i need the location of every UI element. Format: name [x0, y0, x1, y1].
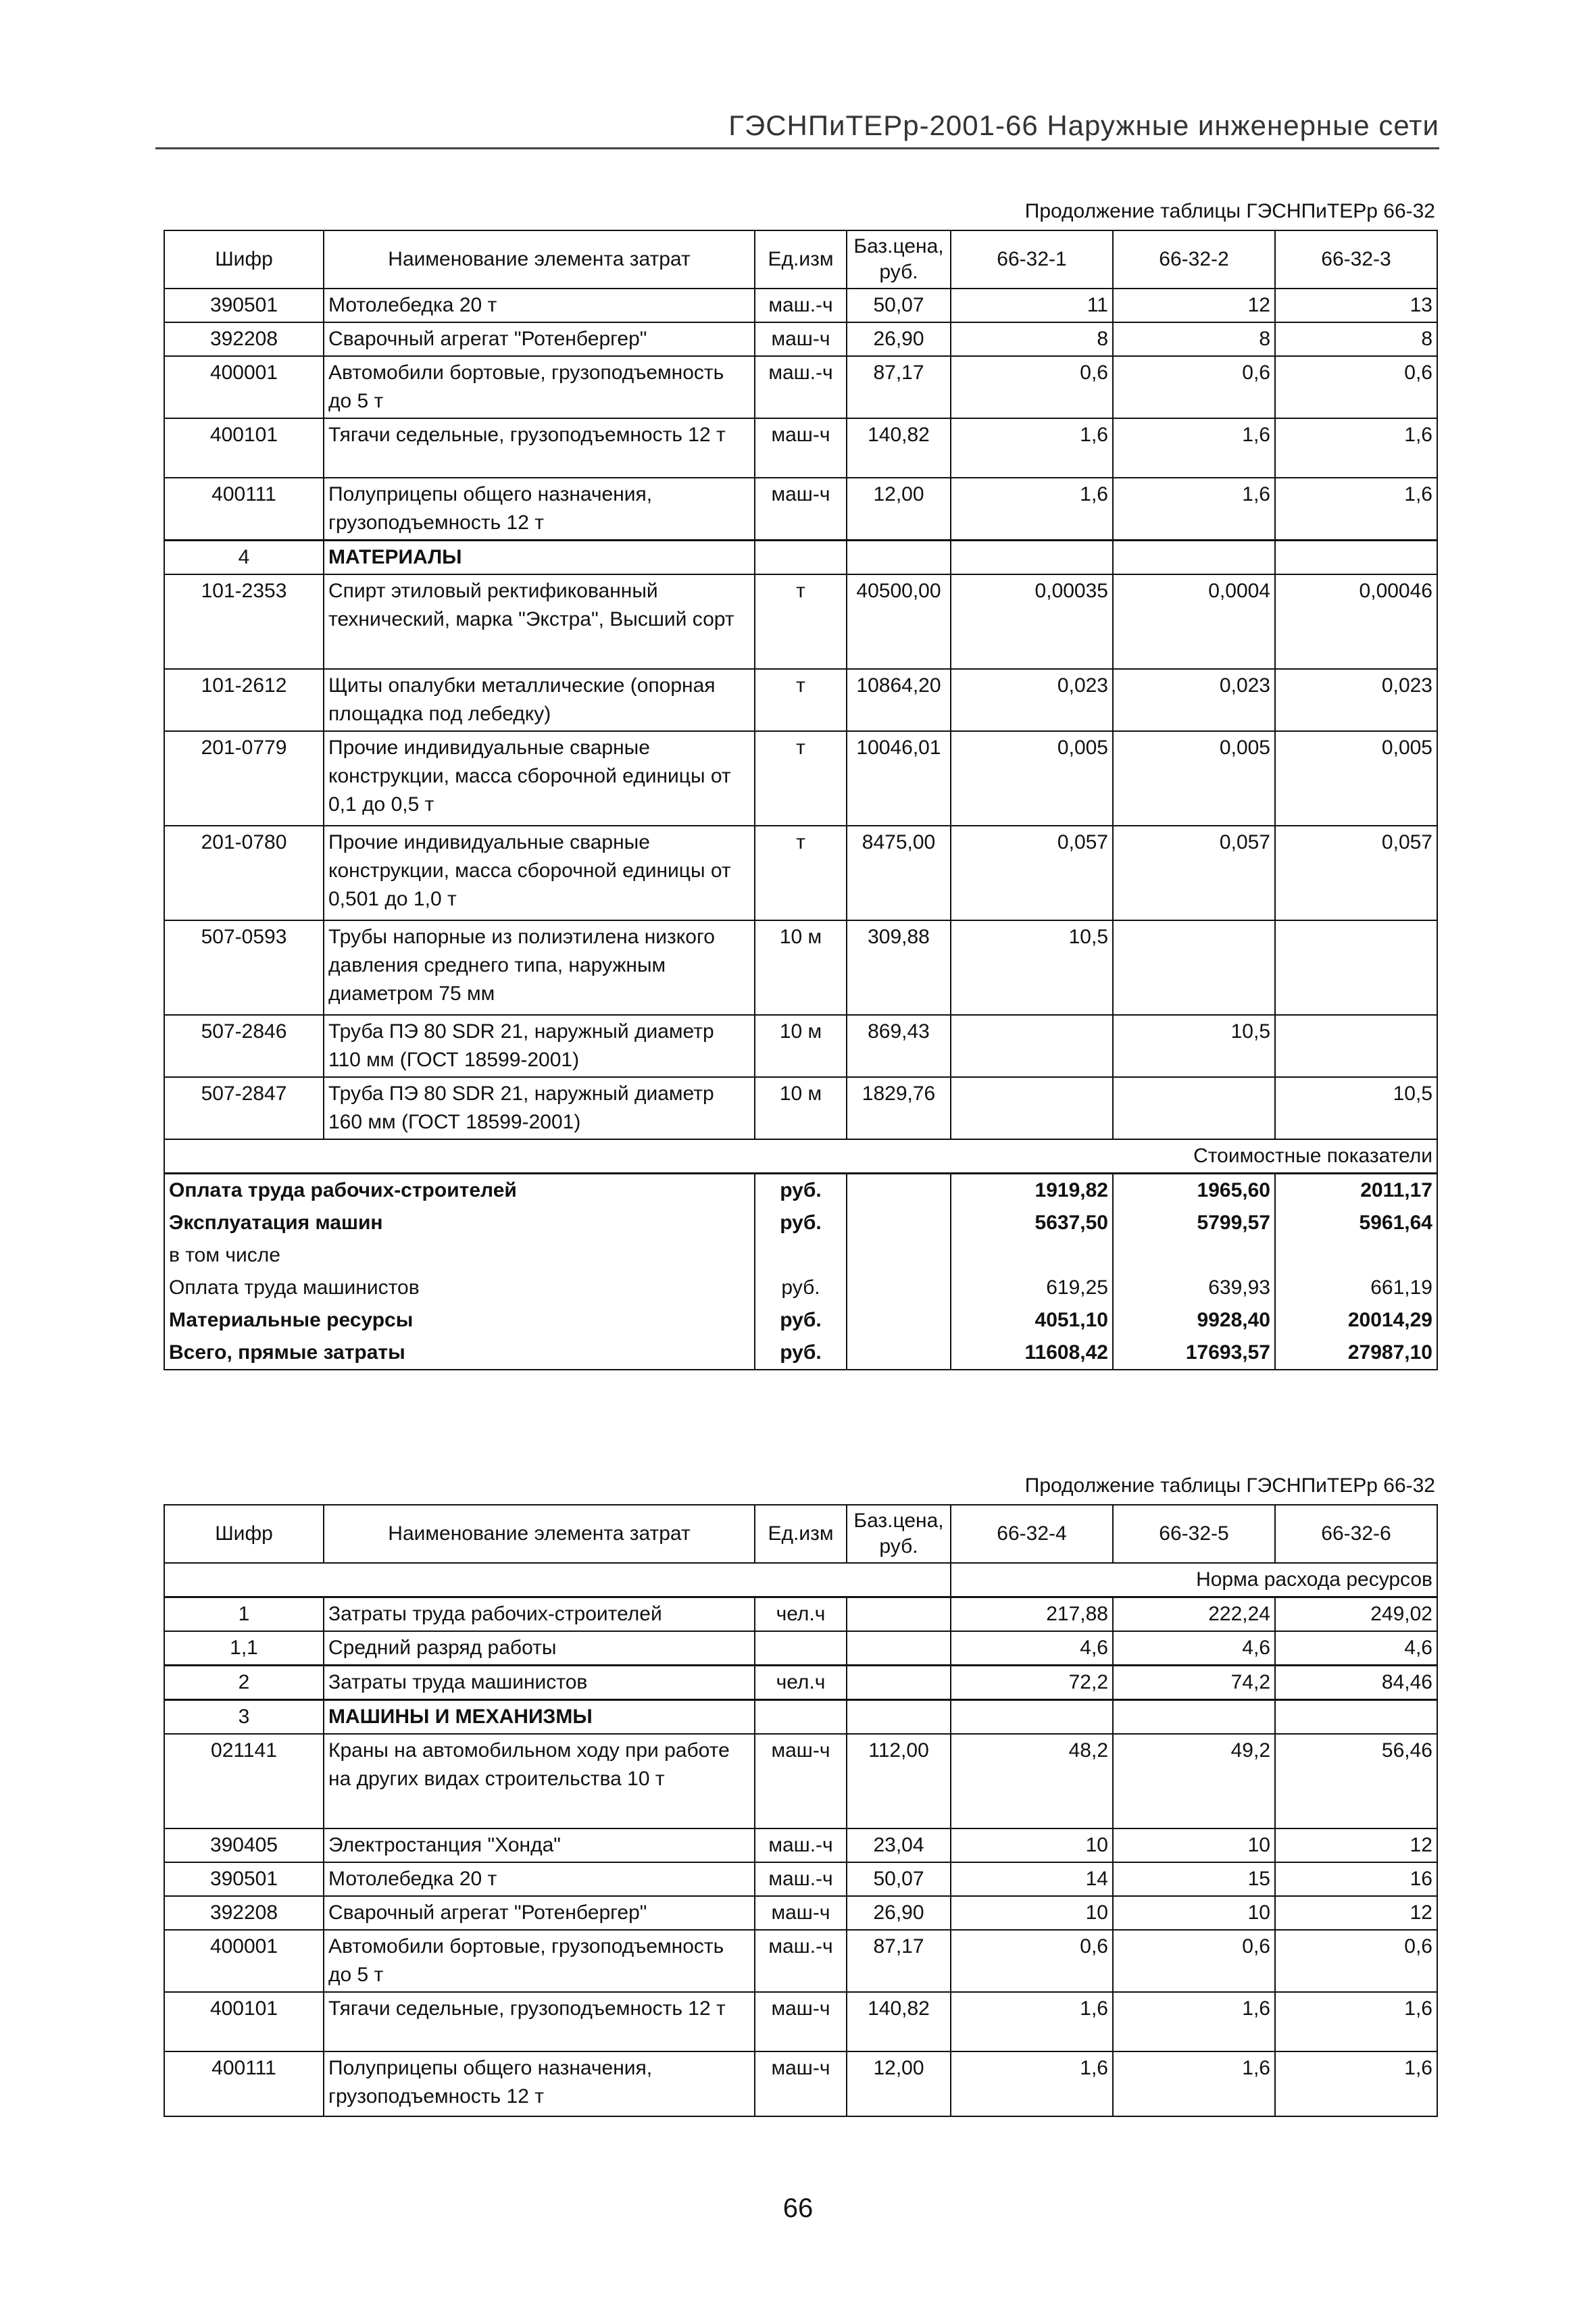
cost-price-empty [847, 1174, 951, 1208]
cell-value-66-32-1: 10,5 [951, 920, 1113, 1015]
cell-value-66-32-1: 0,005 [951, 731, 1113, 826]
cell-value-66-32-5: 0,6 [1113, 1930, 1275, 1992]
cost-name: Оплата труда рабочих-строителей [164, 1174, 755, 1208]
cell-value-66-32-1 [951, 1077, 1113, 1139]
cell-unit: 10 м [755, 920, 847, 1015]
cell-value-66-32-4: 72,2 [951, 1666, 1113, 1700]
cell-unit: маш-ч [755, 418, 847, 478]
cell-code: 400101 [164, 1992, 324, 2051]
cell-value-66-32-5: 49,2 [1113, 1734, 1275, 1828]
cell-name: Спирт этиловый ректификованный технический, марка "Экстра", Высший сорт [324, 574, 755, 669]
cell-price [847, 1631, 951, 1666]
cell-code: 400101 [164, 418, 324, 478]
table-row [164, 574, 1437, 669]
cost-unit: руб. [755, 1207, 847, 1239]
cell-value-66-32-2: 1,6 [1113, 418, 1275, 478]
cost-value-66-32-2: 5799,57 [1113, 1207, 1275, 1239]
cell-name: Тягачи седельные, грузоподъемность 12 т [324, 418, 755, 478]
cell-value-66-32-2: 0,0004 [1113, 574, 1275, 669]
table-row [164, 289, 1437, 322]
norm-label-row [164, 1563, 1437, 1597]
cell-unit: маш.-ч [755, 1828, 847, 1862]
table-row [164, 1015, 1437, 1077]
cell-unit: маш.-ч [755, 1930, 847, 1992]
cell-name: Сварочный агрегат "Ротенбергер" [324, 1896, 755, 1930]
cell-value-66-32-3: 1,6 [1275, 418, 1437, 478]
cell-value-66-32-1 [951, 541, 1113, 575]
cost-row [164, 1174, 1437, 1208]
cell-value-66-32-1: 1,6 [951, 478, 1113, 541]
cost-indicators-label: Стоимостные показатели [164, 1139, 1437, 1174]
cell-code: 400001 [164, 1930, 324, 1992]
cell-value-66-32-3: 0,00046 [1275, 574, 1437, 669]
cell-price [847, 1666, 951, 1700]
cell-value-66-32-2: 8 [1113, 322, 1275, 356]
cost-value-66-32-1: 5637,50 [951, 1207, 1113, 1239]
cell-code: 390501 [164, 289, 324, 322]
table-row [164, 1597, 1437, 1632]
cell-value-66-32-1: 1,6 [951, 418, 1113, 478]
cell-value-66-32-2: 0,6 [1113, 356, 1275, 418]
cell-value-66-32-3 [1275, 1015, 1437, 1077]
cost-value-66-32-3: 2011,17 [1275, 1174, 1437, 1208]
cost-price-empty [847, 1207, 951, 1239]
cell-value-66-32-2: 10,5 [1113, 1015, 1275, 1077]
cost-value-66-32-2: 639,93 [1113, 1272, 1275, 1304]
cell-name: Труба ПЭ 80 SDR 21, наружный диаметр 160 мм (ГОСТ 18599-2001) [324, 1077, 755, 1139]
cell-value-66-32-3: 0,023 [1275, 669, 1437, 731]
col-header-unit: Ед.изм [755, 1505, 847, 1563]
cell-value-66-32-3: 8 [1275, 322, 1437, 356]
cell-value-66-32-6: 4,6 [1275, 1631, 1437, 1666]
table1-cost-section [164, 1139, 1437, 1370]
col-header-66-32-1: 66-32-1 [951, 230, 1113, 289]
cost-row [164, 1304, 1437, 1337]
cost-value-66-32-2: 1965,60 [1113, 1174, 1275, 1208]
table-row [164, 731, 1437, 826]
cell-name: МАШИНЫ И МЕХАНИЗМЫ [324, 1700, 755, 1735]
running-header: ГЭСНПиТЕРр-2001-66 Наружные инженерные сети [728, 109, 1439, 141]
cell-value-66-32-5: 10 [1113, 1828, 1275, 1862]
table-row [164, 1828, 1437, 1862]
table-row [164, 1077, 1437, 1139]
cell-value-66-32-5: 1,6 [1113, 2051, 1275, 2116]
resource-table-2 [164, 1504, 1438, 2117]
page-number: 66 [782, 2193, 814, 2223]
cost-row [164, 1337, 1437, 1370]
cost-name: Всего, прямые затраты [164, 1337, 755, 1370]
cost-value-66-32-1 [951, 1239, 1113, 1272]
cell-price: 8475,00 [847, 826, 951, 920]
table-row [164, 826, 1437, 920]
cost-name: Эксплуатация машин [164, 1207, 755, 1239]
norm-label-spacer [164, 1563, 951, 1597]
cell-unit: маш.-ч [755, 1862, 847, 1896]
table-row [164, 418, 1437, 478]
cell-value-66-32-5: 222,24 [1113, 1597, 1275, 1632]
table-row [164, 1631, 1437, 1666]
cell-name: Полуприцепы общего назначения, грузоподъемность 12 т [324, 2051, 755, 2116]
cell-value-66-32-3: 1,6 [1275, 478, 1437, 541]
cell-value-66-32-2 [1113, 1077, 1275, 1139]
table-row [164, 2051, 1437, 2116]
cell-code: 101-2612 [164, 669, 324, 731]
cost-value-66-32-3: 27987,10 [1275, 1337, 1437, 1370]
cost-value-66-32-1: 1919,82 [951, 1174, 1113, 1208]
cell-price [847, 541, 951, 575]
cell-name: Краны на автомобильном ходу при работе на других видах строительства 10 т [324, 1734, 755, 1828]
continuation-label-2: Продолжение таблицы ГЭСНПиТЕРр 66-32 [1024, 1474, 1435, 1497]
cell-name: Автомобили бортовые, грузоподъемность до 5 т [324, 356, 755, 418]
cell-value-66-32-2: 0,057 [1113, 826, 1275, 920]
cell-code: 4 [164, 541, 324, 575]
cell-value-66-32-1 [951, 1015, 1113, 1077]
cost-row [164, 1272, 1437, 1304]
cost-unit: руб. [755, 1272, 847, 1304]
cell-value-66-32-3 [1275, 541, 1437, 575]
table-row [164, 1666, 1437, 1700]
cell-name: Тягачи седельные, грузоподъемность 12 т [324, 1992, 755, 2051]
cell-value-66-32-4: 48,2 [951, 1734, 1113, 1828]
cell-value-66-32-5: 1,6 [1113, 1992, 1275, 2051]
cell-price: 309,88 [847, 920, 951, 1015]
cell-value-66-32-1: 8 [951, 322, 1113, 356]
cell-value-66-32-6 [1275, 1700, 1437, 1735]
cell-name: Труба ПЭ 80 SDR 21, наружный диаметр 110 мм (ГОСТ 18599-2001) [324, 1015, 755, 1077]
cost-label-row [164, 1139, 1437, 1174]
cell-name: Автомобили бортовые, грузоподъемность до 5 т [324, 1930, 755, 1992]
cell-unit: т [755, 669, 847, 731]
cell-code: 201-0780 [164, 826, 324, 920]
cell-name: Прочие индивидуальные сварные конструкции, масса сборочной единицы от 0,501 до 1,0 т [324, 826, 755, 920]
cost-value-66-32-1: 4051,10 [951, 1304, 1113, 1337]
cell-unit [755, 541, 847, 575]
cost-unit [755, 1239, 847, 1272]
cell-name: Мотолебедка 20 т [324, 289, 755, 322]
table-row [164, 669, 1437, 731]
cell-unit: маш.-ч [755, 289, 847, 322]
cell-value-66-32-4: 4,6 [951, 1631, 1113, 1666]
cell-code: 021141 [164, 1734, 324, 1828]
cell-unit: т [755, 826, 847, 920]
header-rule [155, 147, 1439, 149]
cell-value-66-32-5: 74,2 [1113, 1666, 1275, 1700]
cell-value-66-32-4: 217,88 [951, 1597, 1113, 1632]
cell-unit: чел.ч [755, 1666, 847, 1700]
table-row [164, 1734, 1437, 1828]
cell-value-66-32-3: 0,005 [1275, 731, 1437, 826]
cell-price [847, 1597, 951, 1632]
cell-price: 26,90 [847, 322, 951, 356]
continuation-label-1: Продолжение таблицы ГЭСНПиТЕРр 66-32 [1024, 200, 1435, 222]
cost-value-66-32-3: 661,19 [1275, 1272, 1437, 1304]
col-header-66-32-6: 66-32-6 [1275, 1505, 1437, 1563]
cell-name: Затраты труда машинистов [324, 1666, 755, 1700]
cell-value-66-32-4: 14 [951, 1862, 1113, 1896]
table2-body [164, 1563, 1437, 2116]
col-header-name: Наименование элемента затрат [324, 1505, 755, 1563]
cost-value-66-32-3 [1275, 1239, 1437, 1272]
cell-price: 869,43 [847, 1015, 951, 1077]
cell-code: 400111 [164, 478, 324, 541]
cell-code: 390501 [164, 1862, 324, 1896]
col-header-unit: Ед.изм [755, 230, 847, 289]
cell-price: 23,04 [847, 1828, 951, 1862]
cost-name: Оплата труда машинистов [164, 1272, 755, 1304]
cell-price: 87,17 [847, 1930, 951, 1992]
col-header-code: Шифр [164, 1505, 324, 1563]
cell-value-66-32-2: 1,6 [1113, 478, 1275, 541]
cell-value-66-32-4 [951, 1700, 1113, 1735]
cell-value-66-32-1: 0,057 [951, 826, 1113, 920]
cell-value-66-32-1: 0,00035 [951, 574, 1113, 669]
cell-value-66-32-4: 1,6 [951, 1992, 1113, 2051]
cell-value-66-32-4: 10 [951, 1828, 1113, 1862]
table-row [164, 1862, 1437, 1896]
cost-value-66-32-2 [1113, 1239, 1275, 1272]
cell-code: 507-2846 [164, 1015, 324, 1077]
cell-value-66-32-2: 0,023 [1113, 669, 1275, 731]
cell-value-66-32-6: 12 [1275, 1896, 1437, 1930]
cost-unit: руб. [755, 1304, 847, 1337]
cell-value-66-32-6: 16 [1275, 1862, 1437, 1896]
cost-value-66-32-3: 20014,29 [1275, 1304, 1437, 1337]
cost-value-66-32-2: 17693,57 [1113, 1337, 1275, 1370]
cell-value-66-32-5 [1113, 1700, 1275, 1735]
cell-unit: маш.-ч [755, 356, 847, 418]
cost-row [164, 1239, 1437, 1272]
cell-value-66-32-6: 1,6 [1275, 2051, 1437, 2116]
resource-table-1 [164, 230, 1438, 1370]
cell-unit [755, 1700, 847, 1735]
cell-code: 400001 [164, 356, 324, 418]
cell-code: 3 [164, 1700, 324, 1735]
col-header-name: Наименование элемента затрат [324, 230, 755, 289]
cell-price: 50,07 [847, 1862, 951, 1896]
cell-name: Трубы напорные из полиэтилена низкого давления среднего типа, наружным диаметром 75 мм [324, 920, 755, 1015]
cost-price-empty [847, 1304, 951, 1337]
cell-price: 140,82 [847, 418, 951, 478]
cell-value-66-32-5: 15 [1113, 1862, 1275, 1896]
table-row [164, 920, 1437, 1015]
table1-body [164, 289, 1437, 1139]
cell-name: Средний разряд работы [324, 1631, 755, 1666]
cell-unit: маш-ч [755, 1896, 847, 1930]
cell-unit: 10 м [755, 1077, 847, 1139]
cell-value-66-32-6: 84,46 [1275, 1666, 1437, 1700]
cost-price-empty [847, 1272, 951, 1304]
cell-unit: т [755, 574, 847, 669]
cell-value-66-32-6: 0,6 [1275, 1930, 1437, 1992]
cell-unit: маш-ч [755, 1992, 847, 2051]
cell-value-66-32-1: 0,6 [951, 356, 1113, 418]
cell-unit: маш-ч [755, 2051, 847, 2116]
cell-price: 40500,00 [847, 574, 951, 669]
cell-price: 1829,76 [847, 1077, 951, 1139]
cell-value-66-32-4: 0,6 [951, 1930, 1113, 1992]
table-row [164, 541, 1437, 575]
cost-unit: руб. [755, 1174, 847, 1208]
cell-code: 390405 [164, 1828, 324, 1862]
cost-unit: руб. [755, 1337, 847, 1370]
cell-unit: маш-ч [755, 478, 847, 541]
cell-price: 12,00 [847, 478, 951, 541]
cell-value-66-32-3: 10,5 [1275, 1077, 1437, 1139]
cell-value-66-32-3 [1275, 920, 1437, 1015]
cell-code: 400111 [164, 2051, 324, 2116]
cell-unit: маш-ч [755, 322, 847, 356]
cell-value-66-32-5: 10 [1113, 1896, 1275, 1930]
cell-unit: 10 м [755, 1015, 847, 1077]
cost-name: в том числе [164, 1239, 755, 1272]
col-header-66-32-4: 66-32-4 [951, 1505, 1113, 1563]
cell-value-66-32-1: 0,023 [951, 669, 1113, 731]
cell-value-66-32-4: 1,6 [951, 2051, 1113, 2116]
cell-code: 392208 [164, 322, 324, 356]
cell-unit [755, 1631, 847, 1666]
cell-price: 10046,01 [847, 731, 951, 826]
cell-name: Электростанция "Хонда" [324, 1828, 755, 1862]
col-header-66-32-3: 66-32-3 [1275, 230, 1437, 289]
table-row [164, 1992, 1437, 2051]
cell-value-66-32-6: 12 [1275, 1828, 1437, 1862]
cell-value-66-32-2 [1113, 920, 1275, 1015]
cell-value-66-32-3: 0,057 [1275, 826, 1437, 920]
cell-name: Полуприцепы общего назначения, грузоподъемность 12 т [324, 478, 755, 541]
cell-name: Мотолебедка 20 т [324, 1862, 755, 1896]
cell-value-66-32-3: 13 [1275, 289, 1437, 322]
cost-value-66-32-1: 11608,42 [951, 1337, 1113, 1370]
cell-value-66-32-6: 56,46 [1275, 1734, 1437, 1828]
cost-row [164, 1207, 1437, 1239]
cell-code: 201-0779 [164, 731, 324, 826]
col-header-66-32-5: 66-32-5 [1113, 1505, 1275, 1563]
cell-price: 50,07 [847, 289, 951, 322]
cell-price: 10864,20 [847, 669, 951, 731]
cell-value-66-32-1: 11 [951, 289, 1113, 322]
col-header-66-32-2: 66-32-2 [1113, 230, 1275, 289]
table-row [164, 356, 1437, 418]
col-header-price: Баз.цена, руб. [847, 1505, 951, 1563]
cell-price: 12,00 [847, 2051, 951, 2116]
cell-value-66-32-6: 1,6 [1275, 1992, 1437, 2051]
table-row [164, 478, 1437, 541]
cell-name: Сварочный агрегат "Ротенбергер" [324, 322, 755, 356]
cell-name: МАТЕРИАЛЫ [324, 541, 755, 575]
table-row [164, 322, 1437, 356]
cell-name: Щиты опалубки металлические (опорная площадка под лебедку) [324, 669, 755, 731]
table-row [164, 1700, 1437, 1735]
cell-unit: т [755, 731, 847, 826]
cell-value-66-32-2: 12 [1113, 289, 1275, 322]
cell-code: 1 [164, 1597, 324, 1632]
cell-value-66-32-2 [1113, 541, 1275, 575]
cost-value-66-32-3: 5961,64 [1275, 1207, 1437, 1239]
cell-code: 2 [164, 1666, 324, 1700]
table-row [164, 1896, 1437, 1930]
norm-label: Норма расхода ресурсов [951, 1563, 1437, 1597]
cell-name: Прочие индивидуальные сварные конструкции, масса сборочной единицы от 0,1 до 0,5 т [324, 731, 755, 826]
cost-price-empty [847, 1239, 951, 1272]
cell-code: 507-2847 [164, 1077, 324, 1139]
cell-price: 140,82 [847, 1992, 951, 2051]
col-header-price: Баз.цена, руб. [847, 230, 951, 289]
cell-value-66-32-5: 4,6 [1113, 1631, 1275, 1666]
cell-value-66-32-2: 0,005 [1113, 731, 1275, 826]
cost-name: Материальные ресурсы [164, 1304, 755, 1337]
cell-value-66-32-4: 10 [951, 1896, 1113, 1930]
cost-price-empty [847, 1337, 951, 1370]
cell-price: 26,90 [847, 1896, 951, 1930]
cell-name: Затраты труда рабочих-строителей [324, 1597, 755, 1632]
cell-price: 87,17 [847, 356, 951, 418]
cell-value-66-32-6: 249,02 [1275, 1597, 1437, 1632]
cell-unit: чел.ч [755, 1597, 847, 1632]
cell-price: 112,00 [847, 1734, 951, 1828]
cell-value-66-32-3: 0,6 [1275, 356, 1437, 418]
col-header-code: Шифр [164, 230, 324, 289]
cost-value-66-32-2: 9928,40 [1113, 1304, 1275, 1337]
cell-price [847, 1700, 951, 1735]
cell-code: 101-2353 [164, 574, 324, 669]
cell-code: 507-0593 [164, 920, 324, 1015]
cell-code: 1,1 [164, 1631, 324, 1666]
cell-code: 392208 [164, 1896, 324, 1930]
table-row [164, 1930, 1437, 1992]
cell-unit: маш-ч [755, 1734, 847, 1828]
cost-value-66-32-1: 619,25 [951, 1272, 1113, 1304]
